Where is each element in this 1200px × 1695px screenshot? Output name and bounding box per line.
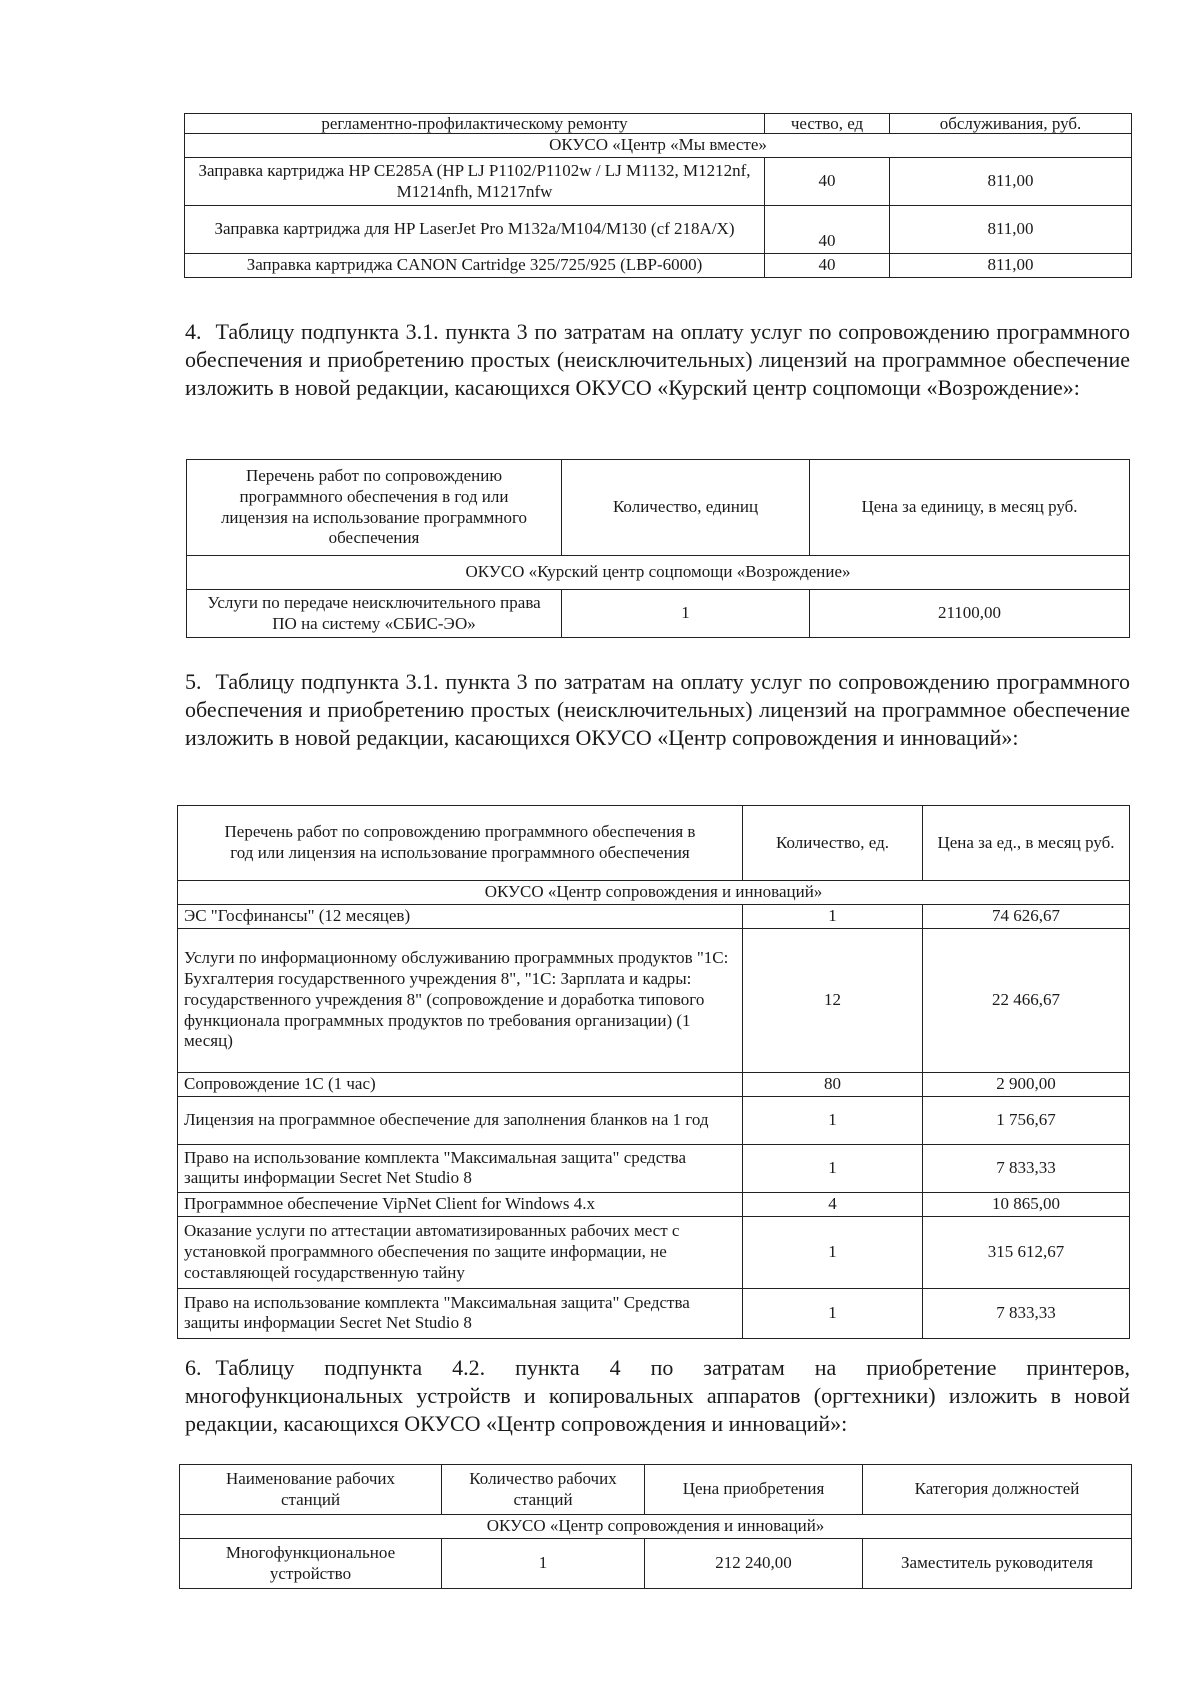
item-name: Сопровождение 1С (1 час) bbox=[178, 1072, 743, 1096]
header-cell: Количество рабочих станций bbox=[442, 1465, 645, 1515]
item-qty: 12 bbox=[743, 928, 923, 1072]
item-price: 212 240,00 bbox=[645, 1539, 863, 1589]
item-qty: 40 bbox=[765, 254, 890, 278]
item-qty: 1 bbox=[743, 1096, 923, 1144]
item-price: 811,00 bbox=[890, 158, 1132, 206]
section-row bbox=[185, 134, 1132, 158]
header-cell: Цена приобретения bbox=[645, 1465, 863, 1515]
item-name: Оказание услуги по аттестации автоматизированных рабочих мест с установкой программного обеспечения по защите информации, не составляющей государственную тайну bbox=[178, 1216, 743, 1288]
item-name: Лицензия на программное обеспечение для заполнения бланков на 1 год bbox=[178, 1096, 743, 1144]
header-cell: обслуживания, руб. bbox=[890, 114, 1132, 134]
header-cell: чество, ед bbox=[765, 114, 890, 134]
item-price: 10 865,00 bbox=[923, 1192, 1130, 1216]
table-row bbox=[185, 254, 1132, 278]
header-cell: Перечень работ по сопровождению программного обеспечения в год или лицензия на использование программного обеспечения bbox=[187, 460, 562, 556]
item-price: 22 466,67 bbox=[923, 928, 1130, 1072]
item-name: Право на использование комплекта "Максимальная защита" Средства защиты информации Secret Net Studio 8 bbox=[178, 1288, 743, 1338]
table-row bbox=[185, 206, 1132, 254]
item-qty: 1 bbox=[562, 590, 810, 638]
paragraph-5 bbox=[185, 668, 1130, 752]
header-cell: Перечень работ по сопровождению программного обеспечения в год или лицензия на использование программного обеспечения bbox=[178, 806, 743, 881]
item-price: 2 900,00 bbox=[923, 1072, 1130, 1096]
item-category: Заместитель руководителя bbox=[863, 1539, 1132, 1589]
item-price: 7 833,33 bbox=[923, 1288, 1130, 1338]
item-name: Заправка картриджа HP CE285A (HP LJ P1102/P1102w / LJ M1132, M1212nf, M1214nfh, M1217nfw bbox=[185, 158, 765, 206]
item-qty: 40 bbox=[765, 158, 890, 206]
section-title: ОКУСО «Центр «Мы вместе» bbox=[185, 134, 1132, 158]
item-name: Услуги по информационному обслуживанию программных продуктов "1С: Бухгалтерия государственного учреждения 8", "1С: Зарплата и кадры: государственного учреждения 8" (сопровождение и доработка типового функционала программных продуктов по требования организации) (1 месяц) bbox=[178, 928, 743, 1072]
section-row bbox=[180, 1515, 1132, 1539]
header-cell: Цена за ед., в месяц руб. bbox=[923, 806, 1130, 881]
item-name: Заправка картриджа CANON Cartridge 325/725/925 (LBP-6000) bbox=[185, 254, 765, 278]
section-title: ОКУСО «Центр сопровождения и инноваций» bbox=[180, 1515, 1132, 1539]
item-name: Заправка картриджа для HP LaserJet Pro M132a/M104/M130 (cf 218A/X) bbox=[185, 206, 765, 254]
section-row bbox=[187, 556, 1130, 590]
table-row bbox=[178, 1192, 1130, 1216]
item-name: Многофункциональное устройство bbox=[180, 1539, 442, 1589]
table-row bbox=[178, 1216, 1130, 1288]
header-cell: Количество, ед. bbox=[743, 806, 923, 881]
item-qty: 80 bbox=[743, 1072, 923, 1096]
table-row bbox=[178, 1144, 1130, 1192]
item-price: 74 626,67 bbox=[923, 904, 1130, 928]
table-row bbox=[178, 904, 1130, 928]
item-qty: 1 bbox=[442, 1539, 645, 1589]
item-qty: 1 bbox=[743, 1144, 923, 1192]
header-cell: регламентно-профилактическому ремонту bbox=[185, 114, 765, 134]
item-price: 21100,00 bbox=[810, 590, 1130, 638]
section-row bbox=[178, 881, 1130, 905]
item-price: 811,00 bbox=[890, 254, 1132, 278]
table-sbis-license bbox=[186, 459, 1130, 638]
header-cell: Цена за единицу, в месяц руб. bbox=[810, 460, 1130, 556]
header-cell: Количество, единиц bbox=[562, 460, 810, 556]
table-header-row bbox=[178, 806, 1130, 881]
table-row bbox=[185, 158, 1132, 206]
table-header-row bbox=[180, 1465, 1132, 1515]
paragraph-text: Таблицу подпункта 3.1. пункта 3 по затратам на оплату услуг по сопровождению программного обеспечения и приобретению простых (неисключительных) лицензий на программное обеспечение изложить в новой редакции, касающихся ОКУСО «Центр сопровождения и инноваций»: bbox=[185, 669, 1130, 750]
paragraph-number: 5. bbox=[185, 669, 202, 694]
paragraph-number: 6. bbox=[185, 1355, 202, 1380]
table-row bbox=[178, 928, 1130, 1072]
item-qty: 1 bbox=[743, 904, 923, 928]
header-cell: Категория должностей bbox=[863, 1465, 1132, 1515]
item-qty: 40 bbox=[765, 206, 890, 254]
item-name: Программное обеспечение VipNet Client for Windows 4.x bbox=[178, 1192, 743, 1216]
item-name: Право на использование комплекта "Максимальная защита" средства защиты информации Secret Net Studio 8 bbox=[178, 1144, 743, 1192]
section-title: ОКУСО «Центр сопровождения и инноваций» bbox=[178, 881, 1130, 905]
item-qty: 1 bbox=[743, 1216, 923, 1288]
paragraph-text: Таблицу подпункта 3.1. пункта 3 по затратам на оплату услуг по сопровождению программного обеспечения и приобретению простых (неисключительных) лицензий на программное обеспечение изложить в новой редакции, касающихся ОКУСО «Курский центр соцпомощи «Возрождение»: bbox=[185, 319, 1130, 400]
table-row bbox=[180, 1539, 1132, 1589]
item-qty: 1 bbox=[743, 1288, 923, 1338]
table-mfu-purchase bbox=[179, 1464, 1132, 1589]
item-price: 1 756,67 bbox=[923, 1096, 1130, 1144]
item-price: 315 612,67 bbox=[923, 1216, 1130, 1288]
paragraph-4 bbox=[185, 318, 1130, 402]
table-row bbox=[178, 1096, 1130, 1144]
paragraph-6 bbox=[185, 1354, 1130, 1438]
section-title: ОКУСО «Курский центр соцпомощи «Возрождение» bbox=[187, 556, 1130, 590]
table-header-row bbox=[185, 114, 1132, 134]
item-qty: 4 bbox=[743, 1192, 923, 1216]
table-row bbox=[178, 1288, 1130, 1338]
paragraph-number: 4. bbox=[185, 319, 202, 344]
item-name: Услуги по передаче неисключительного права ПО на систему «СБИС-ЭО» bbox=[187, 590, 562, 638]
table-row bbox=[187, 590, 1130, 638]
paragraph-text: Таблицу подпункта 4.2. пункта 4 по затратам на приобретение принтеров, многофункциональных устройств и копировальных аппаратов (оргтехники) изложить в новой редакции, касающихся ОКУСО «Центр сопровождения и инноваций»: bbox=[185, 1355, 1130, 1436]
table-cartridge-refill bbox=[184, 113, 1132, 278]
table-row bbox=[178, 1072, 1130, 1096]
table-header-row bbox=[187, 460, 1130, 556]
header-cell: Наименование рабочих станций bbox=[180, 1465, 442, 1515]
item-price: 811,00 bbox=[890, 206, 1132, 254]
table-software-support bbox=[177, 805, 1130, 1339]
item-name: ЭС "Госфинансы" (12 месяцев) bbox=[178, 904, 743, 928]
item-price: 7 833,33 bbox=[923, 1144, 1130, 1192]
